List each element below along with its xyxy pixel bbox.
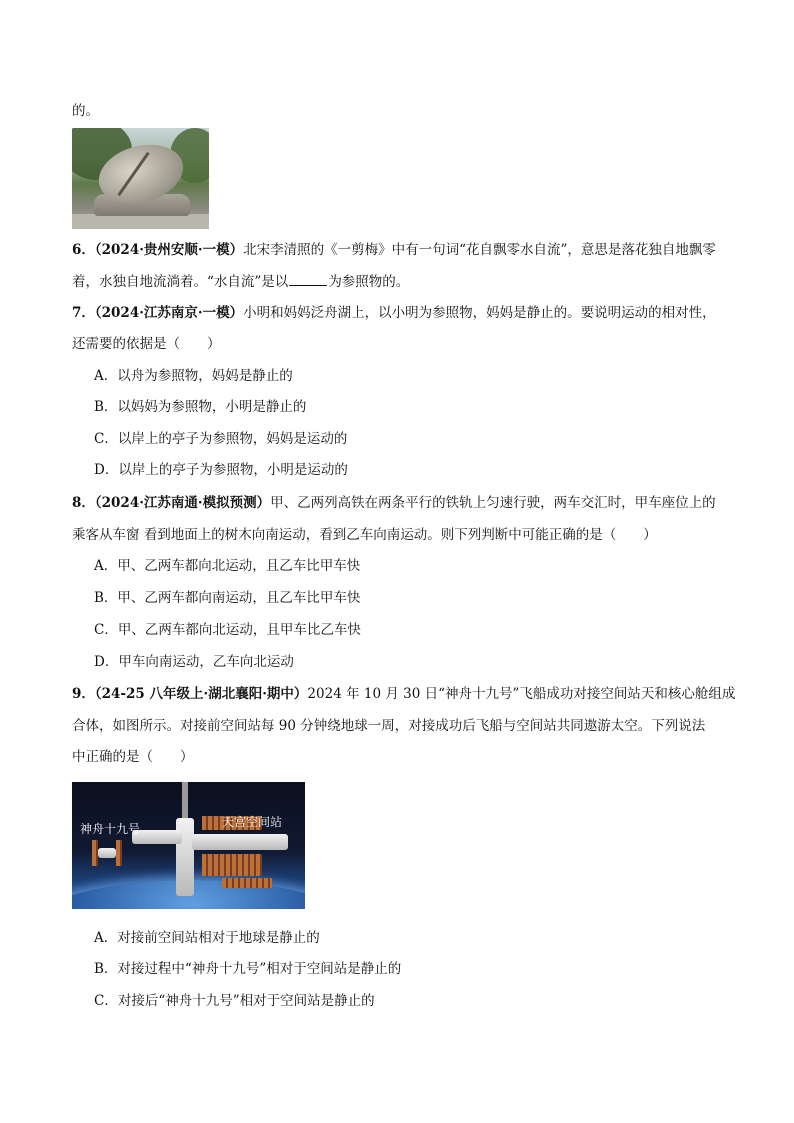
question-9-option-b: B．对接过程中“神舟十九号”相对于空间站是静止的 <box>94 961 402 977</box>
answer-blank[interactable] <box>289 271 327 286</box>
question-7-line-2: 还需要的依据是（ ） <box>72 336 221 352</box>
question-9-source: 9．（24-25 八年级上·湖北襄阳·期中） <box>72 686 308 702</box>
question-7-option-d: D．以岸上的亭子为参照物，小明是运动的 <box>94 462 348 478</box>
question-6-source: 6．（2024·贵州安顺·一模） <box>72 242 244 258</box>
question-6-stem-1: 北宋李清照的《一剪梅》中有一句词“花自飘零水自流”，意思是落花独自地飘零 <box>243 242 716 258</box>
question-7-option-c: C．以岸上的亭子为参照物，妈妈是运动的 <box>94 431 348 447</box>
shenzhou-label: 神舟十九号 <box>80 822 141 836</box>
question-9-line-1 <box>72 684 735 704</box>
question-7-stem-1: 小明和妈妈泛舟湖上，以小明为参照物，妈妈是静止的。要说明运动的相对性， <box>243 305 716 321</box>
question-7-line-1 <box>72 303 716 323</box>
question-7-source: 7．（2024·江苏南京·一模） <box>72 305 244 321</box>
question-6-line-1 <box>72 240 716 260</box>
question-9-option-c: C．对接后“神舟十九号”相对于空间站是静止的 <box>94 993 375 1009</box>
question-9-option-a: A．对接前空间站相对于地球是静止的 <box>94 930 320 946</box>
question-8-option-d: D．甲车向南运动，乙车向北运动 <box>94 654 294 670</box>
question-9-line-3: 中正确的是（ ） <box>72 749 194 765</box>
question-8-source: 8．（2024·江苏南通·模拟预测） <box>72 495 271 511</box>
question-8-option-a: A．甲、乙两车都向北运动，且乙车比甲车快 <box>94 558 361 574</box>
question-9-stem-1: 2024 年 10 月 30 日“神舟十九号”飞船成功对接空间站天和核心舱组成 <box>307 686 736 702</box>
question-9-line-2: 合体，如图所示。对接前空间站每 90 分钟绕地球一周，对接成功后飞船与空间站共同遨游太空。下列说法 <box>72 718 706 734</box>
text-line-continuation: 的。 <box>72 103 99 119</box>
question-7-option-b: B．以妈妈为参照物，小明是静止的 <box>94 399 307 415</box>
question-8-line-1 <box>72 493 716 513</box>
question-7-option-a: A．以舟为参照物，妈妈是静止的 <box>94 368 293 384</box>
question-8-option-b: B．甲、乙两车都向南运动，且乙车比甲车快 <box>94 590 361 606</box>
question-6-stem-2b: 为参照物的。 <box>328 274 410 290</box>
space-station-photo <box>72 782 305 909</box>
question-6-stem-2a: 着，水独自地流淌着。“水自流”是以 <box>72 274 289 290</box>
question-8-line-2: 乘客从车窗 看到地面上的树木向南运动，看到乙车向南运动。则下列判断中可能正确的是（ ） <box>72 527 657 543</box>
question-8-stem-1: 甲、乙两列高铁在两条平行的铁轨上匀速行驶，两车交汇时，甲车座位上的 <box>270 495 716 511</box>
question-6-line-2 <box>72 271 409 292</box>
question-8-option-c: C．甲、乙两车都向北运动，且甲车比乙车快 <box>94 622 361 638</box>
tiangong-label: 天宫空间站 <box>222 815 283 829</box>
sundial-photo <box>72 128 209 229</box>
